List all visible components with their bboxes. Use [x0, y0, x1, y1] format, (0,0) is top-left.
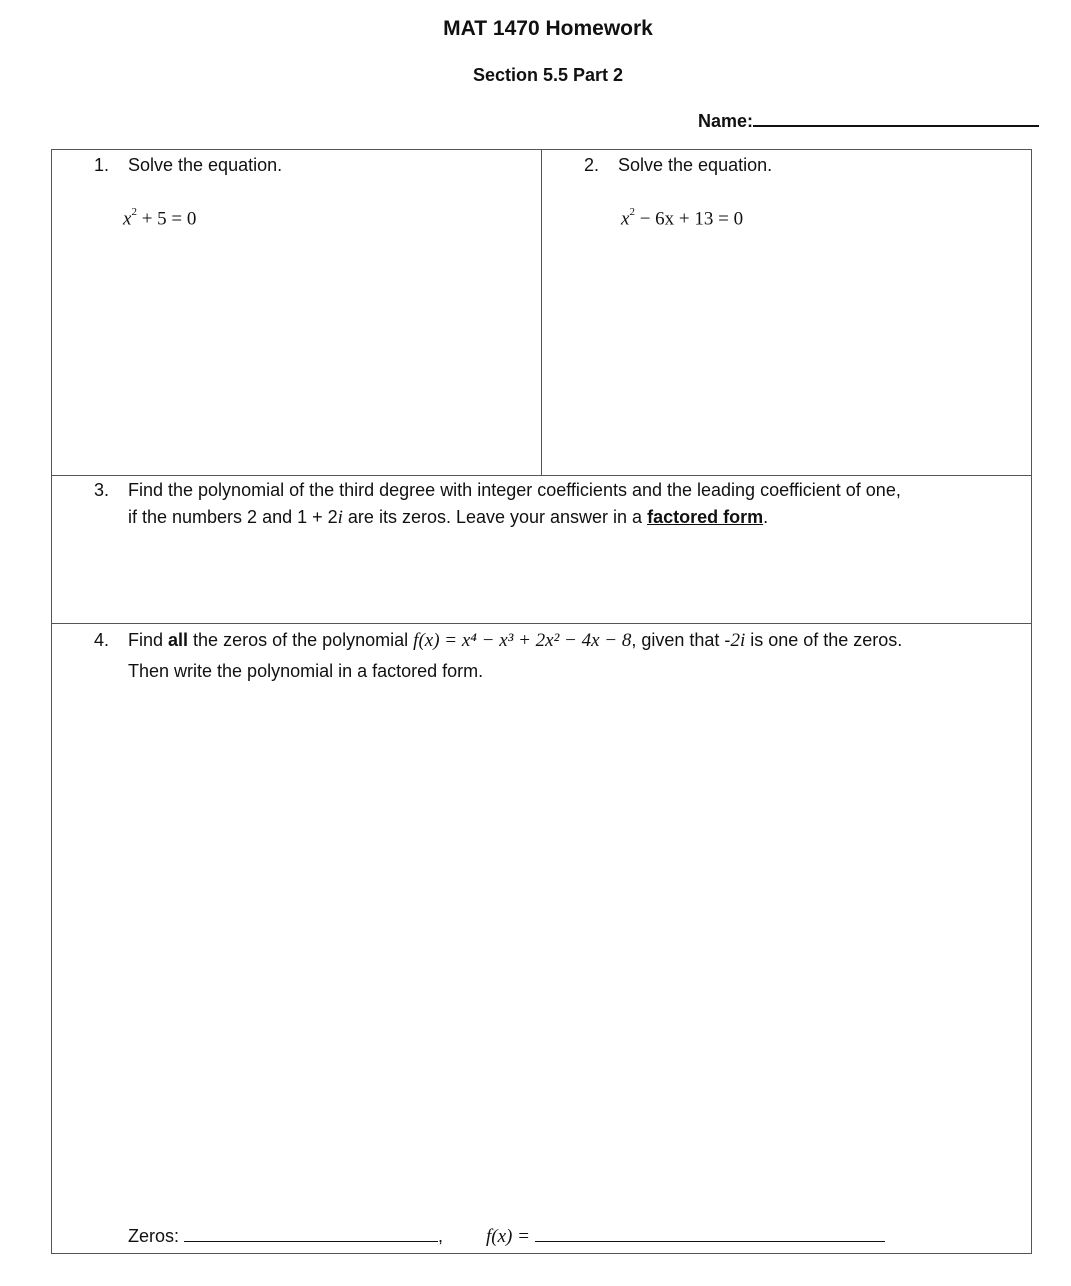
factored-form-emphasis: factored form — [647, 507, 764, 527]
problem-1-number: 1. — [94, 155, 110, 175]
problem-3-number: 3. — [94, 480, 110, 500]
problem-2-prompt: Solve the equation. — [618, 155, 773, 175]
problem-4-box[interactable] — [51, 623, 1032, 1254]
problem-4-line-2: Then write the polynomial in a factored form. — [128, 661, 484, 681]
zeros-answer-row — [128, 1223, 443, 1250]
name-label: Name: — [698, 111, 754, 131]
problem-1-box[interactable] — [51, 149, 542, 476]
problem-3-line-2: if the numbers 2 and 1 + 2i are its zeros. Leave your answer in a factored form. — [128, 507, 769, 528]
problem-4-line-1: Find all the zeros of the polynomial f(x) = x⁴ − x³ + 2x² − 4x − 8, given that -2i is one of the zeros. — [128, 630, 903, 651]
polynomial-expression: f(x) = x⁴ − x³ + 2x² − 4x − 8 — [413, 630, 632, 651]
all-emphasis: all — [168, 630, 189, 650]
name-blank[interactable] — [753, 109, 1039, 127]
zeros-comma: , — [438, 1226, 444, 1246]
given-zero: 2i — [730, 630, 746, 651]
problem-1-prompt: Solve the equation. — [128, 155, 283, 175]
zeros-blank[interactable] — [184, 1225, 438, 1242]
zeros-label: Zeros: — [128, 1226, 180, 1246]
problem-2-box[interactable] — [541, 149, 1032, 476]
problem-3-box[interactable] — [51, 475, 1032, 624]
name-field[interactable] — [698, 109, 1039, 132]
problem-3-line-1: Find the polynomial of the third degree with integer coefficients and the leading coefficient of one, — [128, 480, 901, 500]
factored-blank[interactable] — [535, 1225, 885, 1242]
page-title: MAT 1470 Homework — [443, 17, 653, 40]
problem-1-equation: $x^2 + 5 = 0$ — [123, 206, 197, 230]
problem-2-number: 2. — [584, 155, 600, 175]
problem-4-number: 4. — [94, 630, 110, 650]
section-subtitle: Section 5.5 Part 2 — [472, 65, 624, 85]
factored-answer-row — [486, 1223, 885, 1250]
problem-2-equation: $x^2 - 6x + 13 = 0$ — [621, 206, 744, 230]
fx-label: f(x) = — [486, 1226, 530, 1247]
